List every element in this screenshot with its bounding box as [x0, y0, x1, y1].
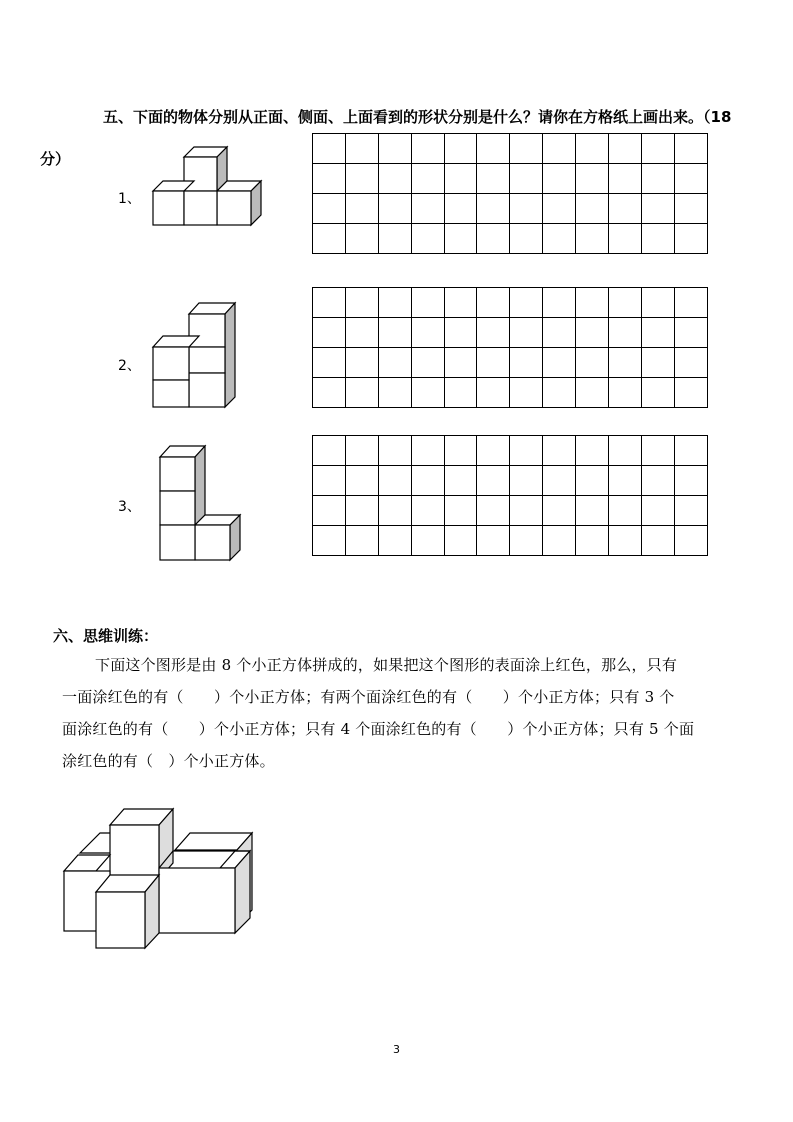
section6-line-3: 面涂红色的有（ ）个小正方体；只有 4 个面涂红色的有（ ）个小正方体；只有 5 个面 — [62, 720, 695, 738]
section5-title-continuation: 分） — [40, 150, 71, 168]
item1-label: 1、 — [118, 191, 141, 207]
cube-figure-1 — [150, 144, 270, 230]
section6-line-2: 一面涂红色的有（ ）个小正方体；有两个面涂红色的有（ ）个小正方体；只有 3 个 — [62, 688, 675, 706]
answer-grid-2[interactable] — [312, 287, 708, 408]
section6-title: 六、思维训练： — [53, 627, 159, 645]
item2-label: 2、 — [118, 358, 141, 374]
item3-label: 3、 — [118, 499, 141, 515]
answer-grid-1[interactable] — [312, 133, 708, 254]
answer-grid-3[interactable] — [312, 435, 708, 556]
cube-figure-2 — [150, 300, 240, 412]
eight-cube-figure — [60, 805, 260, 953]
cube-figure-3 — [155, 443, 245, 565]
section6-line-1: 下面这个图形是由 8 个小正方体拼成的，如果把这个图形的表面涂上红色，那么，只有 — [95, 656, 678, 674]
section5-title: 五、下面的物体分别从正面、侧面、上面看到的形状分别是什么？请你在方格纸上画出来。（18 — [103, 108, 732, 126]
page-number: 3 — [393, 1043, 400, 1056]
section6-line-4: 涂红色的有（ ）个小正方体。 — [62, 752, 275, 770]
